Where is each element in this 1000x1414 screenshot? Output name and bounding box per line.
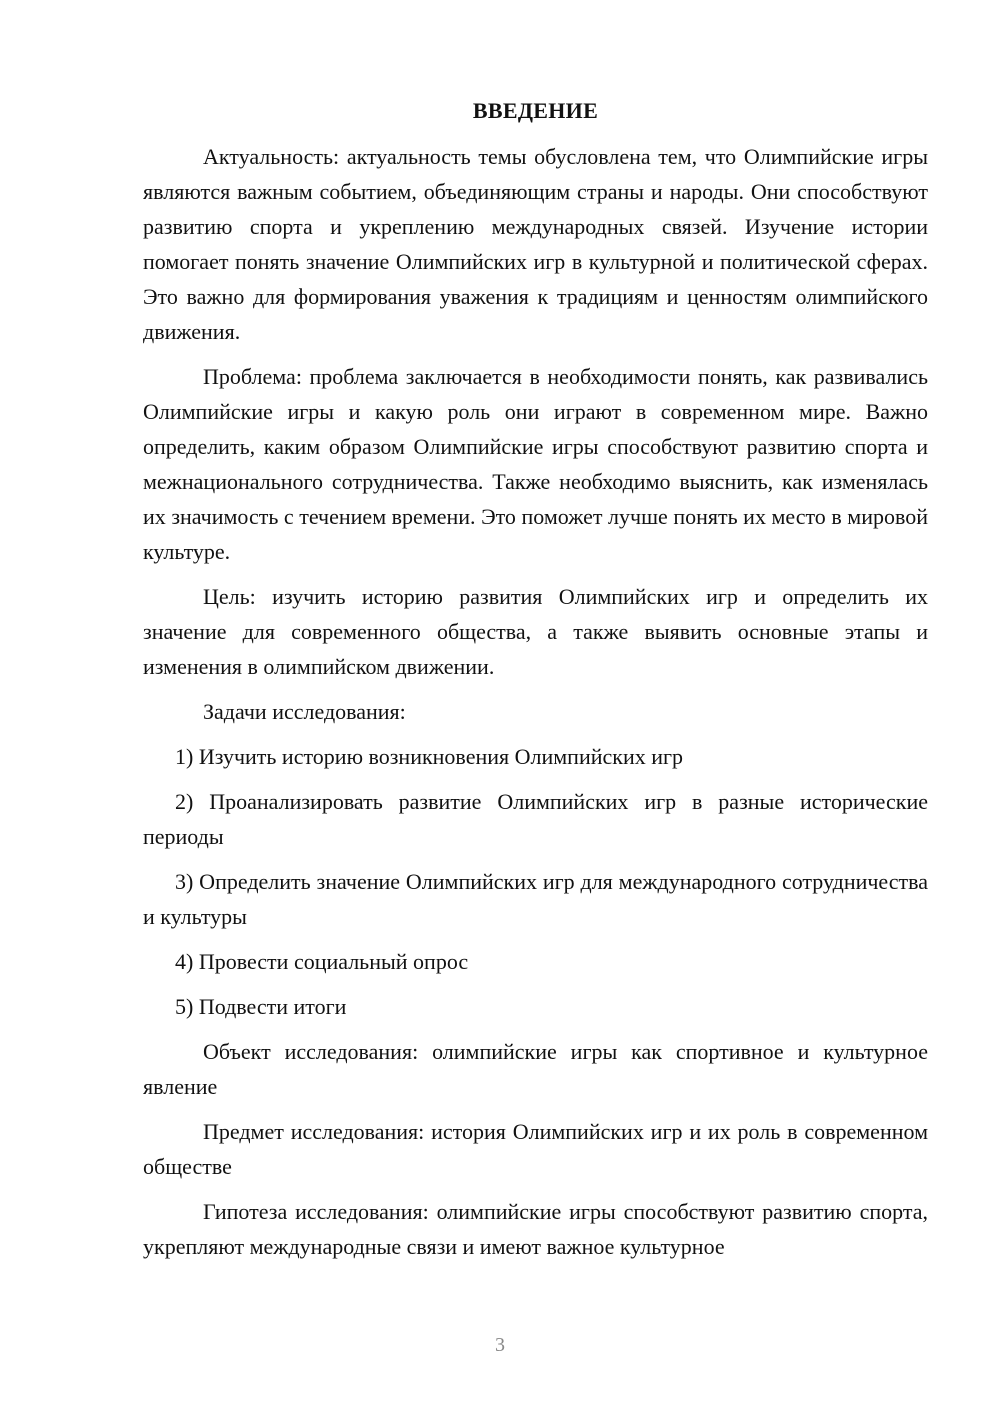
section-title: ВВЕДЕНИЕ — [472, 98, 599, 123]
research-subject-paragraph: Предмет исследования: история Олимпийских игр и их роль в современном обществе — [143, 1119, 928, 1179]
goal-paragraph: Цель: изучить историю развития Олимпийских игр и определить их значение для современного общества, а также выявить основные этапы и изменения в олимпийском движении. — [143, 584, 928, 679]
task-item-5: 5) Подвести итоги — [175, 994, 347, 1019]
relevance-paragraph: Актуальность: актуальность темы обусловлена тем, что Олимпийские игры являются важным событием, объединяющим страны и народы. Они способствуют развитию спорта и укреплению международных связей. Изучение истории помогает понять значение Олимпийских игр в культурной и политической сферах. Это важно для формирования уважения к традициям и ценностям олимпийского движения. — [143, 144, 928, 344]
hypothesis-paragraph: Гипотеза исследования: олимпийские игры способствуют развитию спорта, укрепляют международные связи и имеют важное культурное — [143, 1199, 928, 1259]
task-item-2: 2) Проанализировать развитие Олимпийских игр в разные исторические периоды — [143, 789, 928, 849]
document-page — [143, 95, 928, 1274]
page-number: 3 — [495, 1334, 505, 1356]
tasks-heading: Задачи исследования: — [203, 699, 406, 724]
task-item-1: 1) Изучить историю возникновения Олимпийских игр — [175, 744, 684, 769]
research-object-paragraph: Объект исследования: олимпийские игры как спортивное и культурное явление — [143, 1039, 928, 1099]
task-item-3: 3) Определить значение Олимпийских игр для международного сотрудничества и культуры — [143, 869, 928, 929]
problem-paragraph: Проблема: проблема заключается в необходимости понять, как развивались Олимпийские игры и какую роль они играют в современном мире. Важно определить, каким образом Олимпийские игры способствуют развитию спорта и межнационального сотрудничества. Также необходимо выяснить, как изменялась их значимость с течением времени. Это поможет лучше понять их место в мировой культуре. — [143, 364, 928, 564]
task-item-4: 4) Провести социальный опрос — [175, 949, 469, 974]
